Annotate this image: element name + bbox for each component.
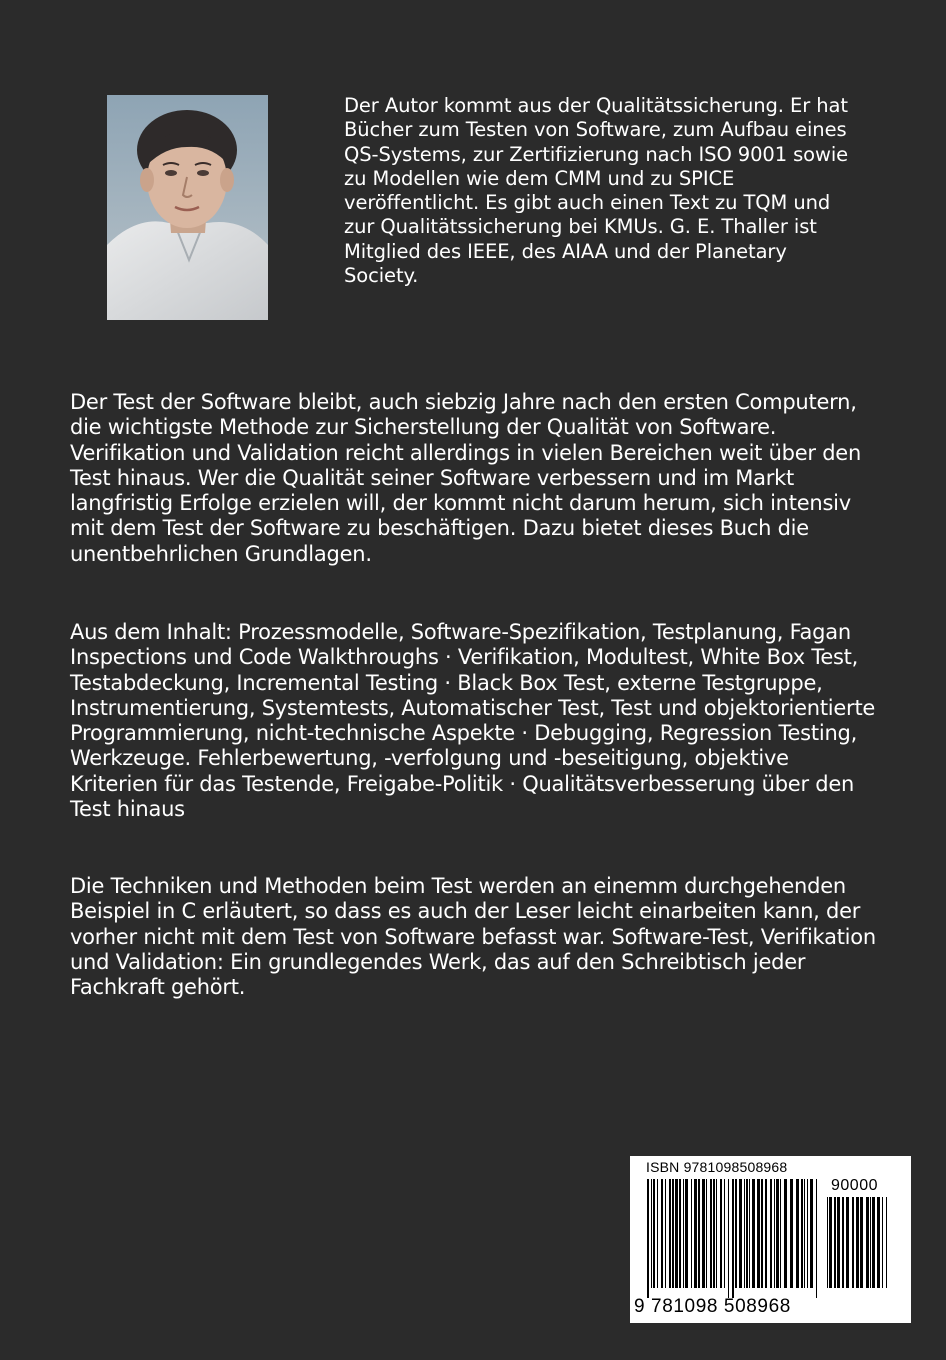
description-paragraph-intro: Der Test der Software bleibt, auch siebzig Jahre nach den ersten Computern, die wichtigste Methode zur Sicherstellung der Qualität von Software. Verifikation und Validation reicht allerdings in vielen Bereichen weit über den Test hinaus. Wer die Qualität seiner Software verbessern und im Markt langfristig Erfolge erzielen will, der kommt nicht darum herum, sich intensiv mit dem Test der Software zu beschäftigen. Dazu bietet dieses Buch die unentbehrlichen Grundlagen. xyxy=(70,390,862,566)
barcode-bar xyxy=(749,1179,750,1288)
barcode-bar xyxy=(735,1179,737,1288)
barcode-bar xyxy=(647,1179,649,1298)
barcode-bar xyxy=(784,1179,787,1288)
barcode-bar xyxy=(860,1197,863,1288)
barcode-bar xyxy=(886,1197,887,1288)
barcode-bars xyxy=(647,1179,819,1298)
barcode-bar xyxy=(761,1179,763,1288)
barcode-bar xyxy=(816,1179,817,1298)
barcode-bar xyxy=(739,1179,742,1288)
barcode-bar xyxy=(870,1197,871,1288)
barcode-bar xyxy=(842,1197,844,1288)
barcode-bar xyxy=(807,1179,808,1288)
barcode-bar xyxy=(669,1179,671,1288)
barcode-bar xyxy=(776,1179,779,1288)
barcode-bar xyxy=(801,1179,803,1288)
barcode-bar xyxy=(657,1179,658,1288)
isbn-label: ISBN 9781098508968 xyxy=(646,1159,788,1175)
barcode-bar xyxy=(796,1179,799,1288)
barcode-bar xyxy=(744,1179,745,1288)
barcode-bar xyxy=(852,1197,854,1288)
barcode-bar xyxy=(866,1197,869,1288)
barcode-bar xyxy=(728,1179,729,1298)
barcode-bar xyxy=(672,1179,674,1288)
barcode-bar xyxy=(679,1179,681,1288)
barcode-bar xyxy=(877,1197,880,1288)
barcode-bar xyxy=(774,1179,775,1288)
barcode-addon-bars xyxy=(827,1197,892,1298)
barcode-bar xyxy=(698,1179,700,1288)
barcode-bar xyxy=(665,1179,666,1288)
barcode-digits: 9 781098 508968 xyxy=(634,1296,791,1317)
barcode-bar xyxy=(724,1179,725,1288)
price-code: 90000 xyxy=(831,1177,878,1194)
barcode-bar xyxy=(765,1179,767,1288)
isbn-barcode xyxy=(630,1156,911,1323)
barcode-bar xyxy=(732,1179,734,1298)
barcode-bar xyxy=(683,1179,684,1288)
author-bio: Der Autor kommt aus der Qualitätssicherung. Er hat Bücher zum Testen von Software, zum Aufbau eines QS-Systems, zur Zertifizierung nach ISO 9001 sowie zu Modellen wie dem CMM und zu SPICE veröffentlicht. Es gibt auch einen Text zu TQM und zur Qualitätssicherung bei KMUs. G. E. Thaller ist Mitglied des IEEE, des AIAA und der Planetary Society. xyxy=(344,94,849,288)
barcode-bar xyxy=(834,1197,836,1288)
barcode-bar xyxy=(856,1197,859,1288)
barcode-bar xyxy=(661,1179,663,1288)
barcode-bar xyxy=(882,1197,883,1288)
barcode-bar xyxy=(810,1179,813,1288)
barcode-bar xyxy=(710,1179,712,1288)
barcode-bar xyxy=(846,1197,849,1288)
barcode-bar xyxy=(827,1197,828,1288)
barcode-bar xyxy=(837,1197,840,1288)
description-paragraph-contents: Aus dem Inhalt: Prozessmodelle, Software-Spezifikation, Testplanung, Fagan Inspections und Code Walkthroughs · Verifikation, Modultest, White Box Test, Testabdeckung, Incremental Testing · Black Box Test, externe Testgruppe, Instrumentierung, Systemtests, Automatischer Test, Test und objektorientierte Programmierung, nicht-technische Aspekte · Debugging, Regression Testing, Werkzeuge. Fehlerbewertung, -verfolgung und -beseitigung, objektive Kriterien für das Testende, Freigabe-Politik · Qualitätsverbesserung über den Test hinaus xyxy=(70,620,876,822)
barcode-bar xyxy=(716,1179,717,1288)
barcode-bar xyxy=(713,1179,715,1288)
barcode-bar xyxy=(746,1179,748,1288)
barcode-bar xyxy=(706,1179,707,1288)
barcode-bar xyxy=(770,1179,772,1288)
description-paragraph-summary: Die Techniken und Methoden beim Test werden an einemm durchgehenden Beispiel in C erläutert, so dass es auch der Leser leicht einarbeiten kann, der vorher nicht mit dem Test von Software befasst war. Software-Test, Verifikation und Validation: Ein grundlegendes Werk, das auf den Schreibtisch jeder Fachkraft gehört. xyxy=(70,874,876,1000)
barcode-bar xyxy=(780,1179,781,1288)
barcode-bar xyxy=(653,1179,655,1288)
barcode-bar xyxy=(694,1179,697,1288)
barcode-bar xyxy=(651,1179,652,1288)
barcode-bar xyxy=(757,1179,760,1288)
barcode-bar xyxy=(790,1179,793,1288)
barcode-bar xyxy=(829,1197,832,1288)
barcode-bar xyxy=(675,1179,678,1288)
barcode-bar xyxy=(720,1179,722,1288)
author-photo xyxy=(107,95,268,320)
barcode-bar xyxy=(691,1179,692,1288)
barcode-bar xyxy=(685,1179,688,1288)
barcode-bar xyxy=(702,1179,705,1288)
barcode-bar xyxy=(804,1179,805,1288)
barcode-bar xyxy=(752,1179,755,1288)
barcode-bar xyxy=(872,1197,875,1288)
